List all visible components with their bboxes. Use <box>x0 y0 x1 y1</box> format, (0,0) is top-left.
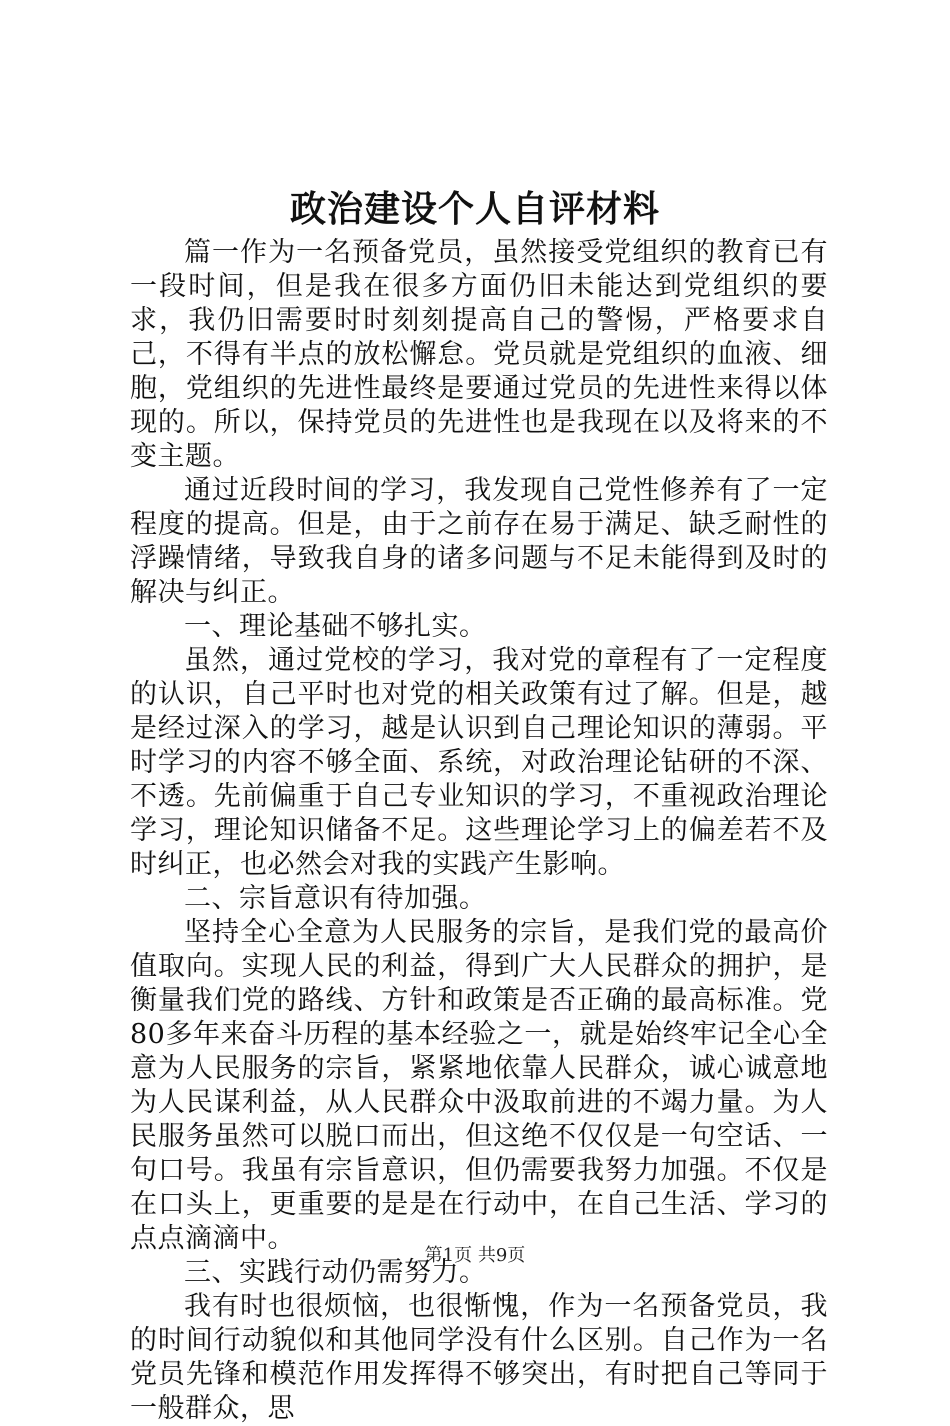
paragraph-study: 通过近段时间的学习，我发现自己党性修养有了一定程度的提高。但是，由于之前存在易于满足、缺乏耐性的浮躁情绪，导致我自身的诸多问题与不足未能得到及时的解决与纠正。 <box>130 475 828 608</box>
paragraph-purpose: 坚持全心全意为人民服务的宗旨，是我们党的最高价值取向。实现人民的利益，得到广大人民群众的拥护，是衡量我们党的路线、方针和政策是否正确的最高标准。党80多年来奋斗历程的基本经验之一，就是始终牢记全心全意为人民服务的宗旨，紧紧地依靠人民群众，诚心诚意地为人民谋利益，从人民群众中汲取前进的不竭力量。为人民服务虽然可以脱口而出，但这绝不仅仅是一句空话、一句口号。我虽有宗旨意识，但仍需要我努力加强。不仅是在口头上，更重要的是是在行动中，在自己生活、学习的点点滴滴中。 <box>130 917 828 1254</box>
document-title: 政治建设个人自评材料 <box>289 188 660 230</box>
paragraph-theory: 虽然，通过党校的学习，我对党的章程有了一定程度的认识，自己平时也对党的相关政策有过了解。但是，越是经过深入的学习，越是认识到自己理论知识的薄弱。平时学习的内容不够全面、系统，对政治理论钻研的不深、不透。先前偏重于自己专业知识的学习，不重视政治理论学习，理论知识储备不足。这些理论学习上的偏差若不及时纠正，也必然会对我的实践产生影响。 <box>130 645 828 880</box>
heading-theory: 一、理论基础不够扎实。 <box>184 611 487 642</box>
page-number: 第1页 共9页 <box>424 1245 526 1266</box>
paragraph-practice: 我有时也很烦恼，也很惭愧，作为一名预备党员，我的时间行动貌似和其他同学没有什么区别。自己作为一名党员先锋和模范作用发挥得不够突出，有时把自己等同于一般群众，思 <box>130 1291 828 1424</box>
paragraph-intro: 篇一作为一名预备党员，虽然接受党组织的教育已有一段时间，但是我在很多方面仍旧未能达到党组织的要求，我仍旧需要时时刻刻提高自己的警惕，严格要求自己，不得有半点的放松懈怠。党员就是党组织的血液、细胞，党组织的先进性最终是要通过党员的先进性来得以体现的。所以，保持党员的先进性也是我现在以及将来的不变主题。 <box>130 237 828 472</box>
heading-practice: 三、实践行动仍需努力。 <box>184 1257 487 1288</box>
heading-purpose: 二、宗旨意识有待加强。 <box>184 883 487 914</box>
